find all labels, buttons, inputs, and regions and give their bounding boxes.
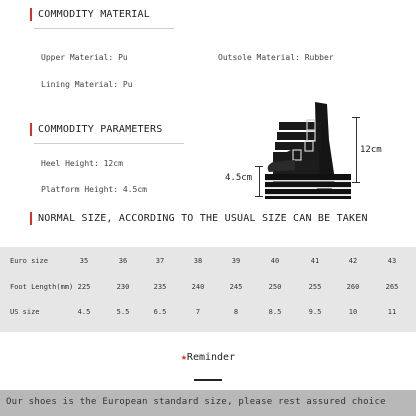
table-cell: 38 (193, 257, 203, 265)
parameters-divider (34, 143, 184, 144)
reminder-underline (194, 379, 222, 381)
lining-material: Lining Material: Pu (41, 80, 133, 89)
table-cell: 41 (310, 257, 320, 265)
table-cell: 9.5 (308, 308, 322, 316)
footer-note: Our shoes is the European standard size, please rest assured choice (6, 397, 386, 407)
table-cell: 5.5 (116, 308, 130, 316)
reminder-heading (0, 352, 416, 363)
heel-dimension-line (356, 117, 357, 182)
parameters-section-title: COMMODITY PARAMETERS (38, 124, 163, 135)
platform-height: Platform Height: 4.5cm (41, 185, 147, 194)
table-cell: 225 (77, 283, 91, 291)
size-table (0, 247, 416, 332)
table-cell: 265 (385, 283, 399, 291)
row-label: Euro size (10, 257, 48, 265)
footer-banner (0, 390, 416, 416)
heel-dimension-label: 12cm (360, 145, 382, 155)
outsole-material: Outsole Material: Rubber (218, 53, 334, 62)
table-cell: 245 (229, 283, 243, 291)
table-cell: 230 (116, 283, 130, 291)
reminder-label: Reminder (186, 352, 236, 363)
table-cell: 36 (118, 257, 128, 265)
parameters-section-header (30, 123, 162, 136)
size-note-header (30, 212, 368, 225)
material-divider (34, 28, 174, 29)
table-cell: 42 (348, 257, 358, 265)
accent-bar (30, 8, 32, 21)
star-icon: ★ (180, 352, 187, 363)
heel-height: Heel Height: 12cm (41, 159, 123, 168)
accent-bar (30, 123, 32, 136)
table-row (0, 283, 416, 303)
table-cell: 6.5 (153, 308, 167, 316)
table-cell: 43 (387, 257, 397, 265)
table-cell: 35 (79, 257, 89, 265)
table-row (0, 257, 416, 277)
table-cell: 260 (346, 283, 360, 291)
table-cell: 11 (387, 308, 397, 316)
table-cell: 40 (270, 257, 280, 265)
table-cell: 4.5 (77, 308, 91, 316)
accent-bar (30, 212, 32, 225)
table-cell: 7 (195, 308, 201, 316)
table-cell: 250 (268, 283, 282, 291)
table-row (0, 308, 416, 328)
heel-dimension-tick-bottom (352, 182, 360, 183)
material-section-title: COMMODITY MATERIAL (38, 9, 150, 20)
table-cell: 39 (231, 257, 241, 265)
table-cell: 240 (191, 283, 205, 291)
table-cell: 8.5 (268, 308, 282, 316)
platform-dimension-tick-bottom (255, 196, 263, 197)
platform-dimension-line (259, 166, 260, 196)
size-note-title: NORMAL SIZE, ACCORDING TO THE USUAL SIZE CAN BE TAKEN (38, 213, 368, 224)
platform-dimension-label: 4.5cm (225, 173, 253, 183)
table-cell: 37 (155, 257, 165, 265)
row-label: US size (10, 308, 40, 316)
table-cell: 8 (233, 308, 239, 316)
platform-sandal-image (255, 100, 355, 200)
table-cell: 255 (308, 283, 322, 291)
table-cell: 235 (153, 283, 167, 291)
table-cell: 10 (348, 308, 358, 316)
material-section-header (30, 8, 150, 21)
upper-material: Upper Material: Pu (41, 53, 128, 62)
row-label: Foot Length(mm) (10, 283, 74, 291)
